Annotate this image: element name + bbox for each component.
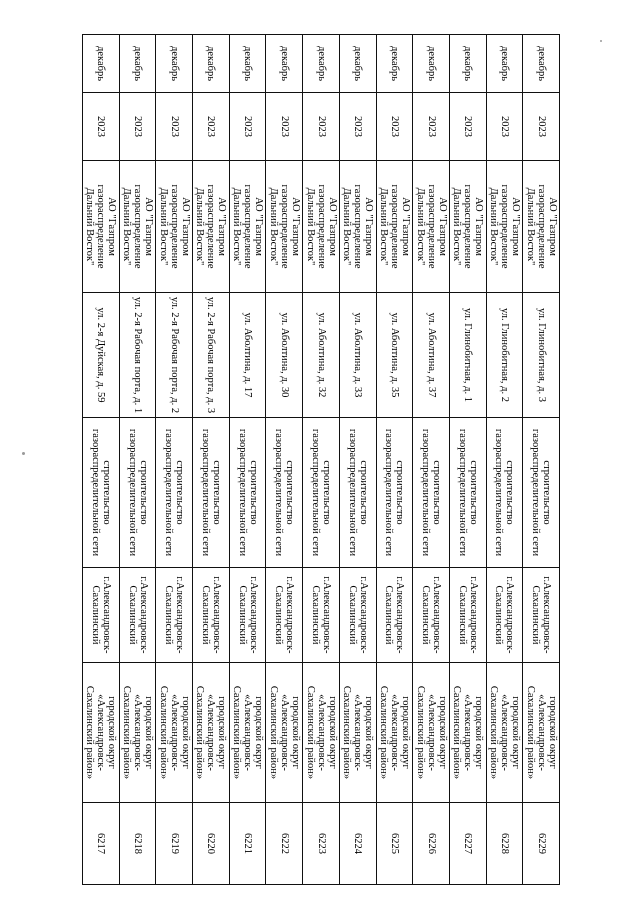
- month-cell: декабрь: [523, 35, 560, 93]
- district-cell: городской округ «Александровск-Сахалинский район»: [303, 663, 340, 803]
- organization-cell: АО "Газпром газораспределение Дальний Восток": [303, 161, 340, 293]
- gas-network-table: [82, 34, 560, 885]
- district-cell: городской округ «Александровск-Сахалинский район»: [119, 663, 156, 803]
- year-cell: 2023: [229, 93, 266, 161]
- year-cell: 2023: [83, 93, 120, 161]
- year-cell: 2023: [339, 93, 376, 161]
- row-number-cell: 6218: [119, 803, 156, 885]
- row-number-cell: 6223: [303, 803, 340, 885]
- row-number-cell: 6217: [83, 803, 120, 885]
- row-number-cell: 6224: [339, 803, 376, 885]
- table-row: [156, 35, 193, 885]
- district-cell: городской округ «Александровск-Сахалинский район»: [229, 663, 266, 803]
- month-cell: декабрь: [229, 35, 266, 93]
- month-cell: декабрь: [303, 35, 340, 93]
- organization-cell: АО "Газпром газораспределение Дальний Восток": [119, 161, 156, 293]
- month-cell: декабрь: [339, 35, 376, 93]
- city-cell: г.Александровск-Сахалинский: [339, 568, 376, 663]
- year-cell: 2023: [486, 93, 523, 161]
- organization-cell: АО "Газпром газораспределение Дальний Восток": [266, 161, 303, 293]
- year-cell: 2023: [119, 93, 156, 161]
- work-type-cell: строительство газораспределительной сети: [156, 418, 193, 568]
- city-cell: г.Александровск-Сахалинский: [303, 568, 340, 663]
- address-cell: ул. Глинобитная, д. 3: [523, 293, 560, 418]
- table-row: [523, 35, 560, 885]
- organization-cell: АО "Газпром газораспределение Дальний Восток": [413, 161, 450, 293]
- row-number-cell: 6220: [193, 803, 230, 885]
- organization-cell: АО "Газпром газораспределение Дальний Восток": [486, 161, 523, 293]
- table-row: [83, 35, 120, 885]
- organization-cell: АО "Газпром газораспределение Дальний Восток": [376, 161, 413, 293]
- district-cell: городской округ «Александровск-Сахалинский район»: [413, 663, 450, 803]
- row-number-cell: 6219: [156, 803, 193, 885]
- row-number-cell: 6226: [413, 803, 450, 885]
- city-cell: г.Александровск-Сахалинский: [119, 568, 156, 663]
- table-row: [119, 35, 156, 885]
- table-row: [376, 35, 413, 885]
- address-cell: ул. 2-я Рабочая порта, д. 2: [156, 293, 193, 418]
- city-cell: г.Александровск-Сахалинский: [156, 568, 193, 663]
- address-cell: ул. Глинобитная, д. 1: [449, 293, 486, 418]
- address-cell: ул. Аболтина, д. 32: [303, 293, 340, 418]
- year-cell: 2023: [303, 93, 340, 161]
- month-cell: декабрь: [413, 35, 450, 93]
- work-type-cell: строительство газораспределительной сети: [266, 418, 303, 568]
- table-row: [229, 35, 266, 885]
- year-cell: 2023: [376, 93, 413, 161]
- rotated-table-sheet: [82, 34, 560, 884]
- district-cell: городской округ «Александровск-Сахалинский район»: [83, 663, 120, 803]
- work-type-cell: строительство газораспределительной сети: [193, 418, 230, 568]
- city-cell: г.Александровск-Сахалинский: [486, 568, 523, 663]
- scan-speck: [22, 452, 25, 455]
- organization-cell: АО "Газпром газораспределение Дальний Восток": [339, 161, 376, 293]
- row-number-cell: 6225: [376, 803, 413, 885]
- address-cell: ул. Глинобитная, д. 2: [486, 293, 523, 418]
- month-cell: декабрь: [266, 35, 303, 93]
- address-cell: ул. 2-я Рабочая порта, д. 1: [119, 293, 156, 418]
- row-number-cell: 6222: [266, 803, 303, 885]
- organization-cell: АО "Газпром газораспределение Дальний Восток": [83, 161, 120, 293]
- city-cell: г.Александровск-Сахалинский: [266, 568, 303, 663]
- row-number-cell: 6227: [449, 803, 486, 885]
- district-cell: городской округ «Александровск-Сахалинский район»: [193, 663, 230, 803]
- row-number-cell: 6228: [486, 803, 523, 885]
- district-cell: городской округ «Александровск-Сахалинский район»: [376, 663, 413, 803]
- work-type-cell: строительство газораспределительной сети: [303, 418, 340, 568]
- work-type-cell: строительство газораспределительной сети: [83, 418, 120, 568]
- work-type-cell: строительство газораспределительной сети: [486, 418, 523, 568]
- month-cell: декабрь: [156, 35, 193, 93]
- district-cell: городской округ «Александровск-Сахалинский район»: [523, 663, 560, 803]
- city-cell: г.Александровск-Сахалинский: [449, 568, 486, 663]
- city-cell: г.Александровск-Сахалинский: [193, 568, 230, 663]
- district-cell: городской округ «Александровск-Сахалинский район»: [486, 663, 523, 803]
- work-type-cell: строительство газораспределительной сети: [339, 418, 376, 568]
- month-cell: декабрь: [119, 35, 156, 93]
- year-cell: 2023: [266, 93, 303, 161]
- address-cell: ул. 2-я Рабочая порта, д. 3: [193, 293, 230, 418]
- table-body: [83, 35, 560, 885]
- organization-cell: АО "Газпром газораспределение Дальний Восток": [449, 161, 486, 293]
- month-cell: декабрь: [449, 35, 486, 93]
- table-row: [193, 35, 230, 885]
- table-row: [413, 35, 450, 885]
- year-cell: 2023: [413, 93, 450, 161]
- row-number-cell: 6229: [523, 803, 560, 885]
- address-cell: ул. 2-я Дуйская, д. 59: [83, 293, 120, 418]
- table-row: [449, 35, 486, 885]
- table-row: [339, 35, 376, 885]
- table-row: [266, 35, 303, 885]
- work-type-cell: строительство газораспределительной сети: [229, 418, 266, 568]
- city-cell: г.Александровск-Сахалинский: [413, 568, 450, 663]
- city-cell: г.Александровск-Сахалинский: [376, 568, 413, 663]
- month-cell: декабрь: [83, 35, 120, 93]
- table-row: [303, 35, 340, 885]
- district-cell: городской округ «Александровск-Сахалинский район»: [156, 663, 193, 803]
- year-cell: 2023: [449, 93, 486, 161]
- table-row: [486, 35, 523, 885]
- year-cell: 2023: [156, 93, 193, 161]
- city-cell: г.Александровск-Сахалинский: [523, 568, 560, 663]
- organization-cell: АО "Газпром газораспределение Дальний Восток": [156, 161, 193, 293]
- organization-cell: АО "Газпром газораспределение Дальний Восток": [523, 161, 560, 293]
- district-cell: городской округ «Александровск-Сахалинский район»: [339, 663, 376, 803]
- work-type-cell: строительство газораспределительной сети: [449, 418, 486, 568]
- district-cell: городской округ «Александровск-Сахалинский район»: [266, 663, 303, 803]
- organization-cell: АО "Газпром газораспределение Дальний Восток": [193, 161, 230, 293]
- work-type-cell: строительство газораспределительной сети: [523, 418, 560, 568]
- work-type-cell: строительство газораспределительной сети: [376, 418, 413, 568]
- month-cell: декабрь: [486, 35, 523, 93]
- year-cell: 2023: [193, 93, 230, 161]
- address-cell: ул. Аболтина, д. 33: [339, 293, 376, 418]
- organization-cell: АО "Газпром газораспределение Дальний Восток": [229, 161, 266, 293]
- district-cell: городской округ «Александровск-Сахалинский район»: [449, 663, 486, 803]
- year-cell: 2023: [523, 93, 560, 161]
- scan-speck: [600, 40, 602, 42]
- work-type-cell: строительство газораспределительной сети: [119, 418, 156, 568]
- address-cell: ул. Аболтина, д. 30: [266, 293, 303, 418]
- month-cell: декабрь: [193, 35, 230, 93]
- address-cell: ул. Аболтина, д. 37: [413, 293, 450, 418]
- city-cell: г.Александровск-Сахалинский: [229, 568, 266, 663]
- address-cell: ул. Аболтина, д. 17: [229, 293, 266, 418]
- address-cell: ул. Аболтина, д. 35: [376, 293, 413, 418]
- city-cell: г.Александровск-Сахалинский: [83, 568, 120, 663]
- work-type-cell: строительство газораспределительной сети: [413, 418, 450, 568]
- month-cell: декабрь: [376, 35, 413, 93]
- row-number-cell: 6221: [229, 803, 266, 885]
